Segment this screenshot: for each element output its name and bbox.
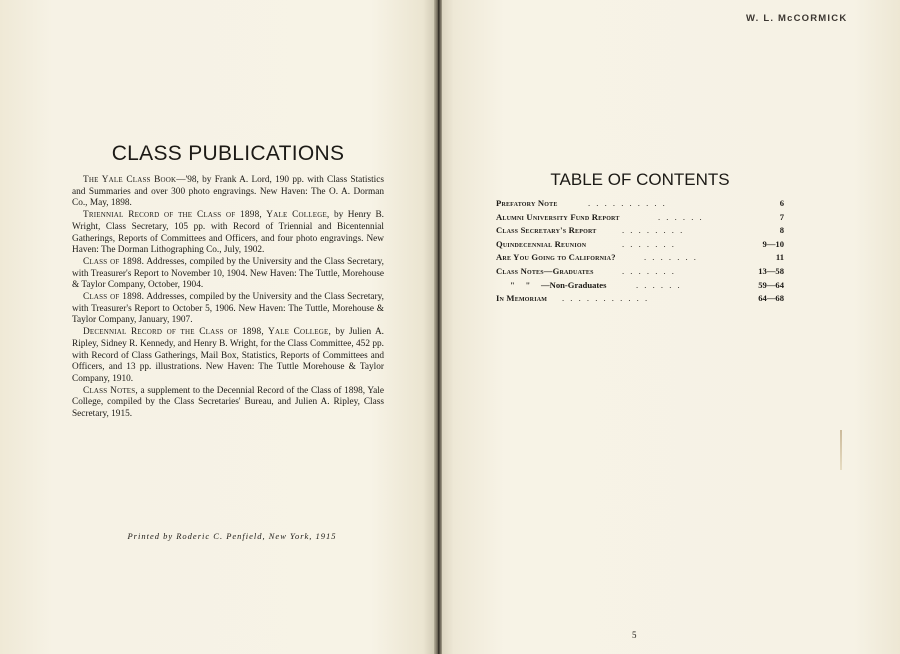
toc-entry-page: 59—64 bbox=[758, 279, 784, 290]
toc-leader-dots: . . . . . . . . bbox=[622, 225, 685, 236]
toc-entry-label: Are You Going to California? bbox=[496, 252, 616, 263]
publication-lead: Class of 1898. bbox=[83, 292, 145, 303]
toc-leader-dots: . . . . . . bbox=[658, 211, 704, 222]
publication-lead: Class of 1898. bbox=[83, 256, 145, 267]
printer-imprint: Printed by Roderic C. Penfield, New York, 1915 bbox=[127, 531, 337, 541]
publication-lead: The Yale Class Book bbox=[83, 175, 177, 185]
toc-entry-label: Alumni University Fund Report bbox=[496, 211, 620, 222]
toc-entry bbox=[496, 224, 784, 238]
toc-entry-label: Class Secretary's Report bbox=[496, 225, 597, 236]
publication-lead: Decennial Record of the Class of 1898, Yale College, bbox=[83, 327, 332, 338]
publication-entry bbox=[72, 257, 384, 292]
toc-entry bbox=[496, 251, 784, 265]
page-number: 5 bbox=[632, 630, 637, 640]
publication-list bbox=[72, 175, 384, 421]
toc-leader-dots: . . . . . . . bbox=[622, 238, 676, 249]
toc-leader-dots: . . . . . . bbox=[636, 279, 682, 290]
toc-entry bbox=[496, 265, 784, 279]
publication-text: by Henry B. Wright, Class Secretary, 105 pp. with Record of Triennial and Bicentennial Gatherings, Reports of Committees and Officers, and four photo engravings. New Haven: The Dorman Lithographing Co., July, 1902. bbox=[72, 210, 384, 256]
toc-entry-label: Prefatory Note bbox=[496, 198, 558, 208]
book-gutter bbox=[434, 0, 442, 654]
publication-text: Addresses, compiled by the University and the Class Secretary, with Treasurer's Report to November 10, 1904. New Haven: The Tuttle, Morehouse & Taylor Company, October, 1904. bbox=[72, 256, 384, 291]
table-of-contents bbox=[496, 197, 784, 306]
toc-entry bbox=[496, 292, 784, 306]
toc-entry-page: 8 bbox=[779, 225, 784, 236]
publication-entry bbox=[72, 386, 384, 421]
toc-entry-label: Quindecennial Reunion bbox=[496, 238, 587, 249]
publication-text: Addresses, compiled by the University and the Class Secretary, with Treasurer's Report to October 5, 1906. New Haven: The Tuttle, Morehouse & Taylor Company, January, 1907. bbox=[72, 292, 384, 326]
toc-entry-label: In Memoriam bbox=[496, 293, 548, 304]
owner-stamp: W. L. McCORMICK bbox=[746, 13, 848, 24]
publication-lead: Triennial Record of the Class of 1898, Yale College, bbox=[83, 210, 330, 221]
publication-text: —'98, by Frank A. Lord, 190 pp. with Class Statistics and Summaries and over 300 photo engravings. New Haven: The O. A. Dorman Co., May, 1898. bbox=[72, 175, 384, 209]
toc-entry-page: 6 bbox=[779, 198, 784, 208]
publication-lead: Class Notes, bbox=[83, 385, 138, 396]
toc-leader-dots: . . . . . . . . . . . bbox=[562, 293, 650, 304]
publication-entry bbox=[72, 210, 384, 257]
publication-entry bbox=[72, 327, 384, 386]
toc-entry bbox=[496, 197, 784, 211]
toc-entry bbox=[496, 211, 784, 225]
toc-entry-page: 13—58 bbox=[758, 265, 784, 276]
right-page bbox=[440, 0, 900, 654]
toc-leader-dots: . . . . . . . . . . bbox=[588, 198, 667, 208]
toc-entry-page: 7 bbox=[779, 211, 784, 222]
toc-entry-label: Class Notes—Graduates bbox=[496, 265, 594, 276]
toc-leader-dots: . . . . . . . bbox=[622, 265, 676, 276]
publication-text: a supplement to the Decennial Record of the Class of 1898, Yale College, compiled by the Class Secretaries' Bureau, and Julien A. Ripley, Class Secretary, 1915. bbox=[72, 385, 384, 420]
toc-entry-page: 11 bbox=[775, 252, 784, 263]
paper-stain bbox=[840, 430, 842, 470]
publication-entry bbox=[72, 175, 384, 210]
publication-text: by Julien A. Ripley, Sidney R. Kennedy, and Henry B. Wright, for the Class Committee, 452 pp. with Record of Class Gatherings, Mail Box, Statistics, Reports of Committees and Officers, and 13 pp. illustrations. New Haven: The Tuttle Morehouse & Taylor Company, 1910. bbox=[72, 327, 384, 384]
table-of-contents-title: TABLE OF CONTENTS bbox=[550, 170, 730, 189]
toc-entry-page: 64—68 bbox=[758, 293, 784, 304]
publication-entry bbox=[72, 292, 384, 327]
toc-entry bbox=[496, 279, 784, 293]
toc-entry-page: 9—10 bbox=[762, 238, 784, 249]
toc-leader-dots: . . . . . . . bbox=[644, 252, 698, 263]
toc-entry bbox=[496, 238, 784, 252]
toc-entry-label: " " —Non-Graduates bbox=[510, 279, 607, 290]
class-publications-title: CLASS PUBLICATIONS bbox=[111, 142, 345, 165]
